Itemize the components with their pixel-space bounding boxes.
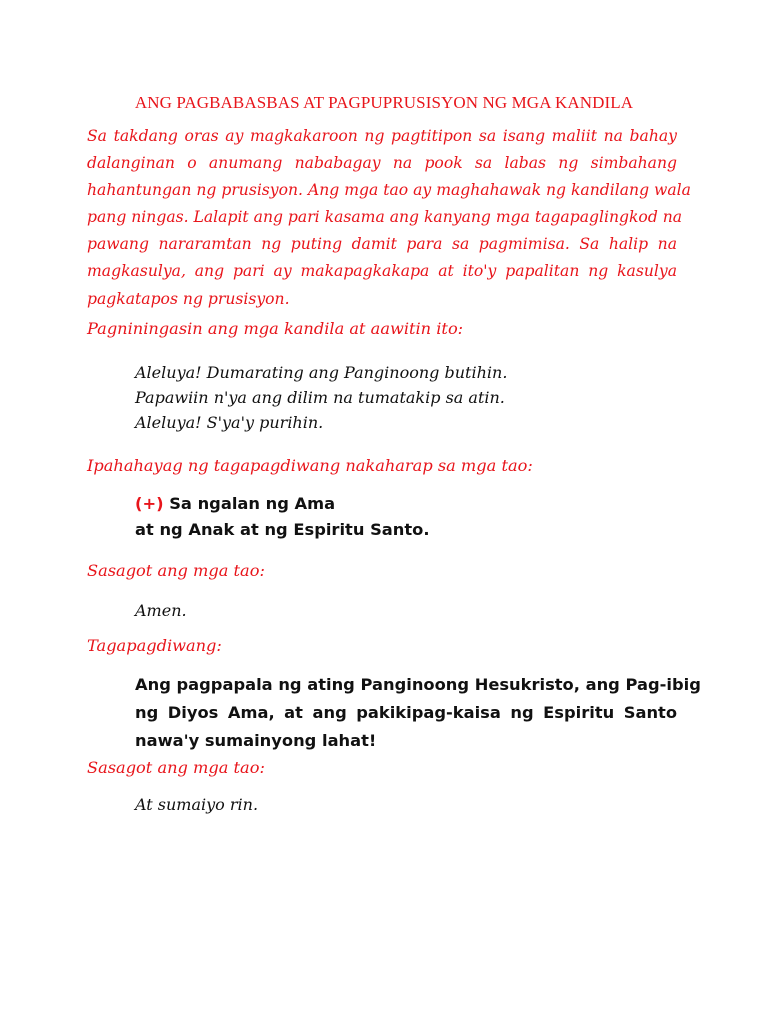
song-line: Aleluya! S'ya'y purihin. <box>135 413 324 432</box>
rubric-people-respond: Sasagot ang mga tao: <box>87 561 265 580</box>
rubric-light-candles: Pagniningasin ang mga kandila at aawitin ito: <box>87 319 464 338</box>
response-amen: Amen. <box>135 601 187 620</box>
intro-line: dalanginan o anumang nababagay na pook sa labas ng simbahang <box>87 154 677 173</box>
sign-text-1: Sa ngalan ng Ama <box>169 494 336 513</box>
intro-paragraph <box>87 123 691 313</box>
page-title: ANG PAGBABASBAS AT PAGPUPRUSISYON NG MGA KANDILA <box>134 93 634 112</box>
cross-mark: (+) <box>135 494 164 513</box>
response-and-with-you: At sumaiyo rin. <box>135 795 259 814</box>
greeting-line: Ang pagpapala ng ating Panginoong Hesukristo, ang Pag-ibig <box>135 675 701 694</box>
greeting-line: nawa'y sumainyong lahat! <box>135 731 377 750</box>
intro-line: magkasulya, ang pari ay makapagkakapa at ito'y papalitan ng kasulya <box>87 262 677 281</box>
rubric-celebrant: Tagapagdiwang: <box>87 636 222 655</box>
sign-of-cross-line-1 <box>135 494 335 513</box>
intro-line: hahantungan ng prusisyon. Ang mga tao ay maghahawak ng kandilang wala <box>87 181 691 200</box>
intro-line: Sa takdang oras ay magkakaroon ng pagtitipon sa isang maliit na bahay <box>87 127 677 145</box>
intro-line: pagkatapos ng prusisyon. <box>87 289 290 308</box>
sign-of-cross-line-2: at ng Anak at ng Espiritu Santo. <box>135 520 430 539</box>
rubric-celebrant-faces-people: Ipahahayag ng tagapagdiwang nakaharap sa mga tao: <box>87 456 533 475</box>
intro-line: pawang nararamtan ng puting damit para sa pagmimisa. Sa halip na <box>87 235 677 254</box>
song-line: Papawiin n'ya ang dilim na tumatakip sa atin. <box>135 388 505 407</box>
song-verse <box>135 360 507 435</box>
intro-line: pang ningas. Lalapit ang pari kasama ang kanyang mga tagapaglingkod na <box>87 208 683 227</box>
song-line: Aleluya! Dumarating ang Panginoong butihin. <box>135 363 508 382</box>
greeting-line: ng Diyos Ama, at ang pakikipag-kaisa ng Espiritu Santo <box>135 703 677 722</box>
rubric-people-respond-2: Sasagot ang mga tao: <box>87 758 265 777</box>
greeting-block <box>135 671 701 755</box>
